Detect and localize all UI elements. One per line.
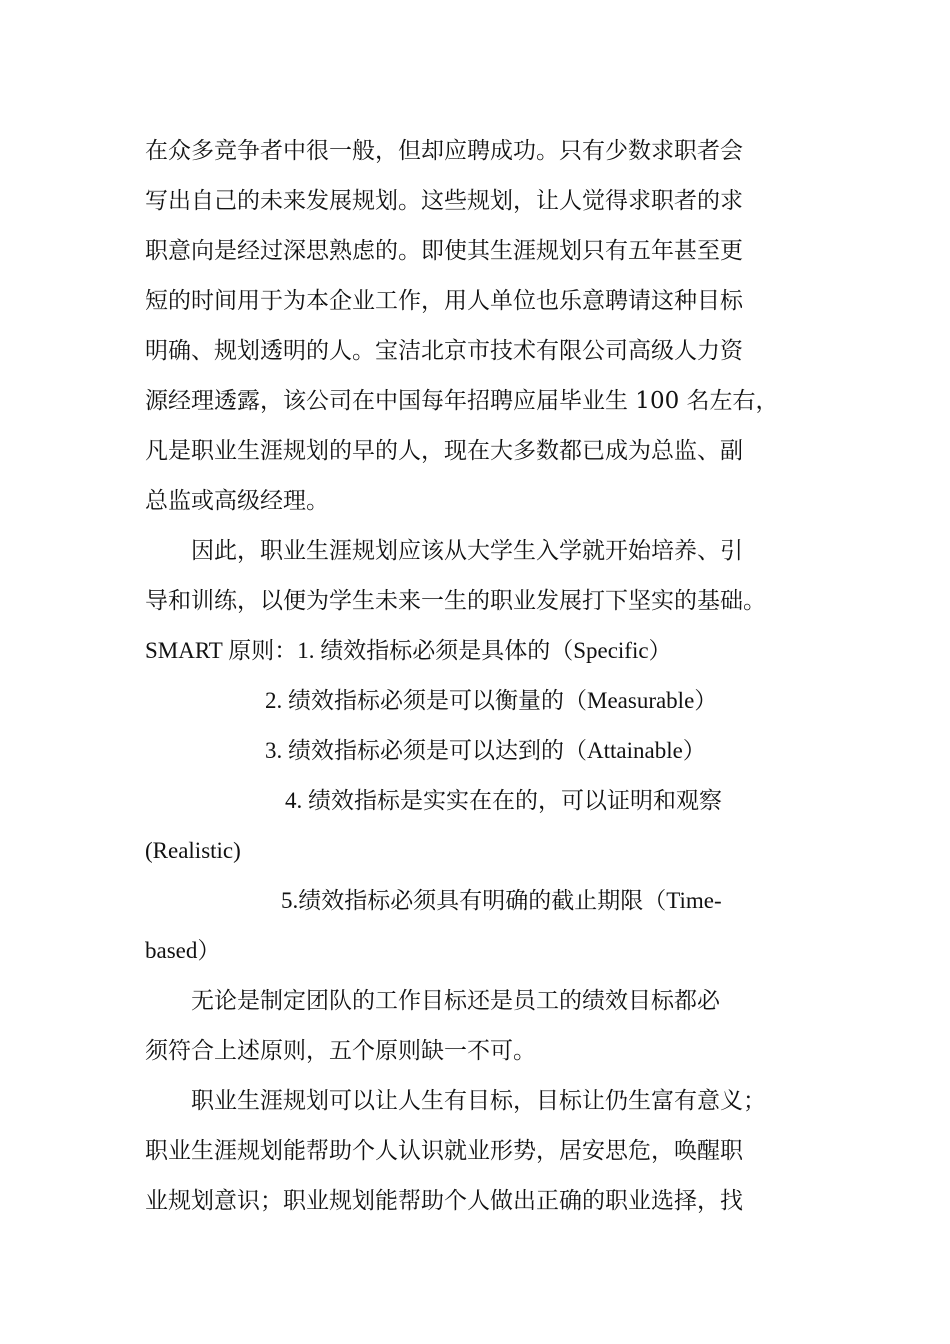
text-line: 凡是职业生涯规划的早的人，现在大多数都已成为总监、副: [145, 438, 743, 464]
paragraph-first-line: 因此，职业生涯规划应该从大学生入学就开始培养、引: [191, 538, 743, 564]
text-line: 导和训练，以便为学生未来一生的职业发展打下坚实的基础。: [145, 588, 766, 614]
text-line: 明确、规划透明的人。宝洁北京市技术有限公司高级人力资: [145, 338, 743, 364]
text-line: 短的时间用于为本企业工作，用人单位也乐意聘请这种目标: [145, 288, 743, 314]
smart-item-4: 4. 绩效指标是实实在在的，可以证明和观察: [285, 788, 722, 813]
smart-item-2: 2. 绩效指标必须是可以衡量的（Measurable）: [265, 688, 718, 713]
text-line: 职业生涯规划能帮助个人认识就业形势，居安思危，唤醒职: [145, 1138, 743, 1164]
text-line: 写出自己的未来发展规划。这些规划，让人觉得求职者的求: [145, 188, 743, 214]
smart-item-3: 3. 绩效指标必须是可以达到的（Attainable）: [265, 738, 706, 763]
smart-item-5-continued: based）: [145, 938, 221, 963]
text-line: 业规划意识；职业规划能帮助个人做出正确的职业选择，找: [145, 1188, 743, 1214]
text-line: 总监或高级经理。: [145, 488, 329, 514]
document-body: [145, 126, 810, 1226]
paragraph-first-line: 职业生涯规划可以让人生有目标，目标让仍生富有意义；: [191, 1088, 766, 1114]
text-line: 在众多竞争者中很一般，但却应聘成功。只有少数求职者会: [145, 138, 743, 164]
text-line: 职意向是经过深思熟虑的。即使其生涯规划只有五年甚至更: [145, 238, 743, 264]
text-line: 须符合上述原则，五个原则缺一不可。: [145, 1038, 536, 1064]
text-line: 源经理透露，该公司在中国每年招聘应届毕业生 100 名左右，: [145, 388, 779, 414]
paragraph-first-line: 无论是制定团队的工作目标还是员工的绩效目标都必: [191, 988, 720, 1014]
smart-item-5: 5.绩效指标必须具有明确的截止期限（Time-: [281, 888, 722, 913]
smart-item-4-continued: (Realistic): [145, 838, 241, 863]
smart-principle-heading: SMART 原则：1. 绩效指标必须是具体的（Specific）: [145, 638, 672, 663]
